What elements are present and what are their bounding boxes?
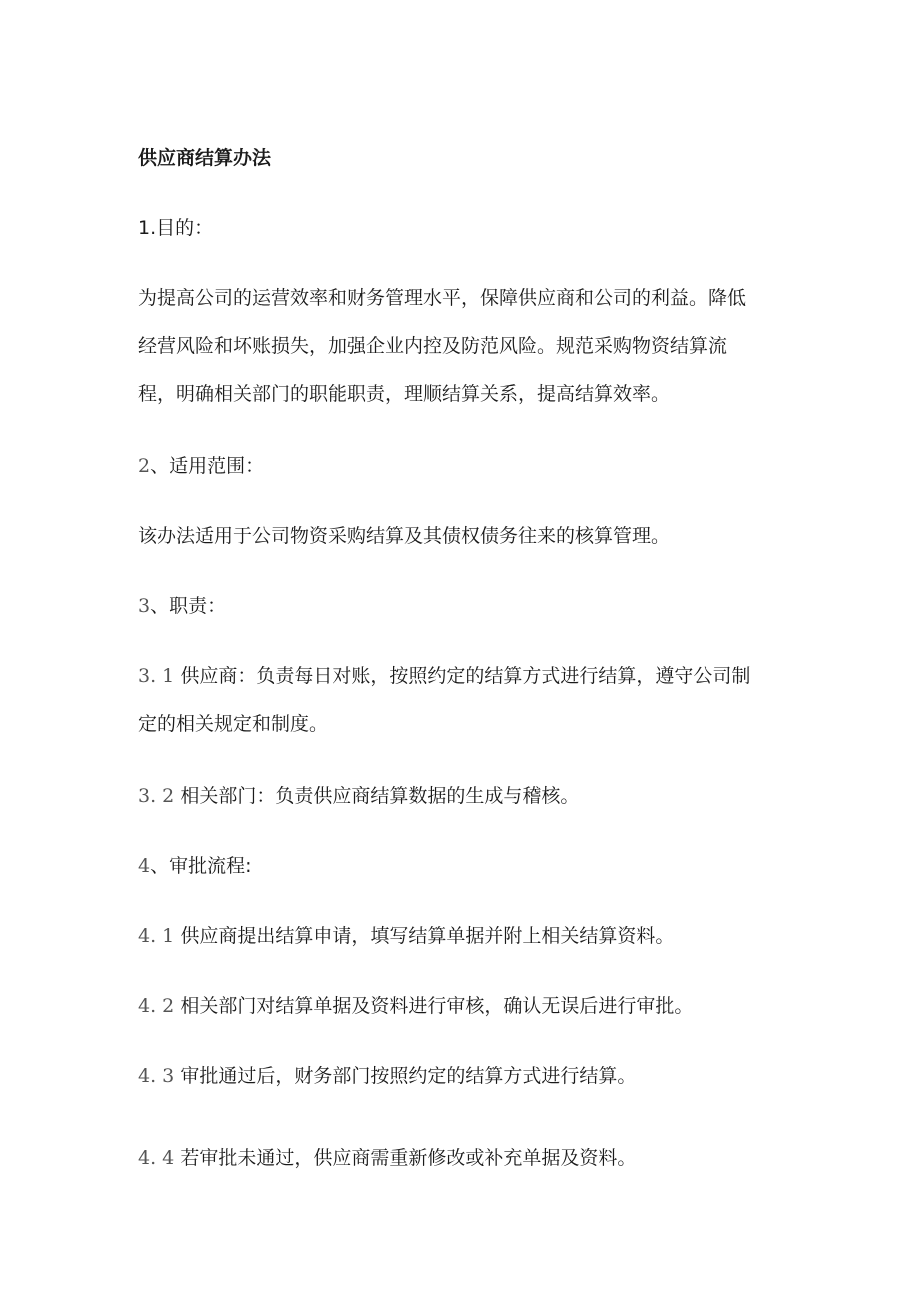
section-heading-text: 、职责： — [150, 595, 227, 617]
duty-3-1-line-1 — [138, 664, 798, 688]
clause-number: 4. 4 — [138, 1147, 175, 1169]
clause-number: 4. 2 — [138, 995, 175, 1017]
clause-text: 相关部门：负责供应商结算数据的生成与稽核。 — [180, 785, 580, 807]
clause-text: 审批通过后，财务部门按照约定的结算方式进行结算。 — [180, 1065, 637, 1087]
duty-3-2 — [138, 784, 798, 808]
clause-number: 4. 1 — [138, 925, 175, 947]
approval-4-4 — [138, 1146, 798, 1170]
section-number: 3 — [138, 595, 151, 617]
section-heading-duties — [138, 594, 798, 618]
approval-4-1 — [138, 924, 798, 948]
section-heading-text: 、适用范围： — [150, 455, 265, 477]
section-heading-scope — [138, 454, 798, 478]
purpose-paragraph-line-3: 程，明确相关部门的职能职责，理顺结算关系，提高结算效率。 — [138, 383, 671, 405]
approval-4-2 — [138, 994, 798, 1018]
clause-number: 3. 1 — [138, 665, 175, 687]
section-heading-approval — [138, 854, 798, 878]
duty-3-1-line-2: 定的相关规定和制度。 — [138, 713, 329, 735]
section-heading-purpose: 1.目的： — [138, 217, 214, 239]
approval-4-3 — [138, 1064, 798, 1088]
purpose-paragraph-line-2: 经营风险和坏账损失，加强企业内控及防范风险。规范采购物资结算流 — [138, 335, 728, 357]
purpose-paragraph-line-1: 为提高公司的运营效率和财务管理水平，保障供应商和公司的利益。降低 — [138, 287, 747, 309]
scope-paragraph: 该办法适用于公司物资采购结算及其债权债务往来的核算管理。 — [138, 525, 671, 547]
clause-number: 4. 3 — [138, 1065, 175, 1087]
document-title: 供应商结算办法 — [138, 147, 272, 169]
clause-text: 相关部门对结算单据及资料进行审核，确认无误后进行审批。 — [180, 995, 694, 1017]
section-heading-text: 、审批流程: — [150, 855, 252, 877]
section-number: 4 — [138, 855, 151, 877]
clause-text: 若审批未通过，供应商需重新修改或补充单据及资料。 — [180, 1147, 637, 1169]
clause-text: 供应商：负责每日对账，按照约定的结算方式进行结算，遵守公司制 — [180, 665, 751, 687]
section-number: 2 — [138, 455, 151, 477]
clause-number: 3. 2 — [138, 785, 175, 807]
clause-text: 供应商提出结算申请，填写结算单据并附上相关结算资料。 — [180, 925, 675, 947]
